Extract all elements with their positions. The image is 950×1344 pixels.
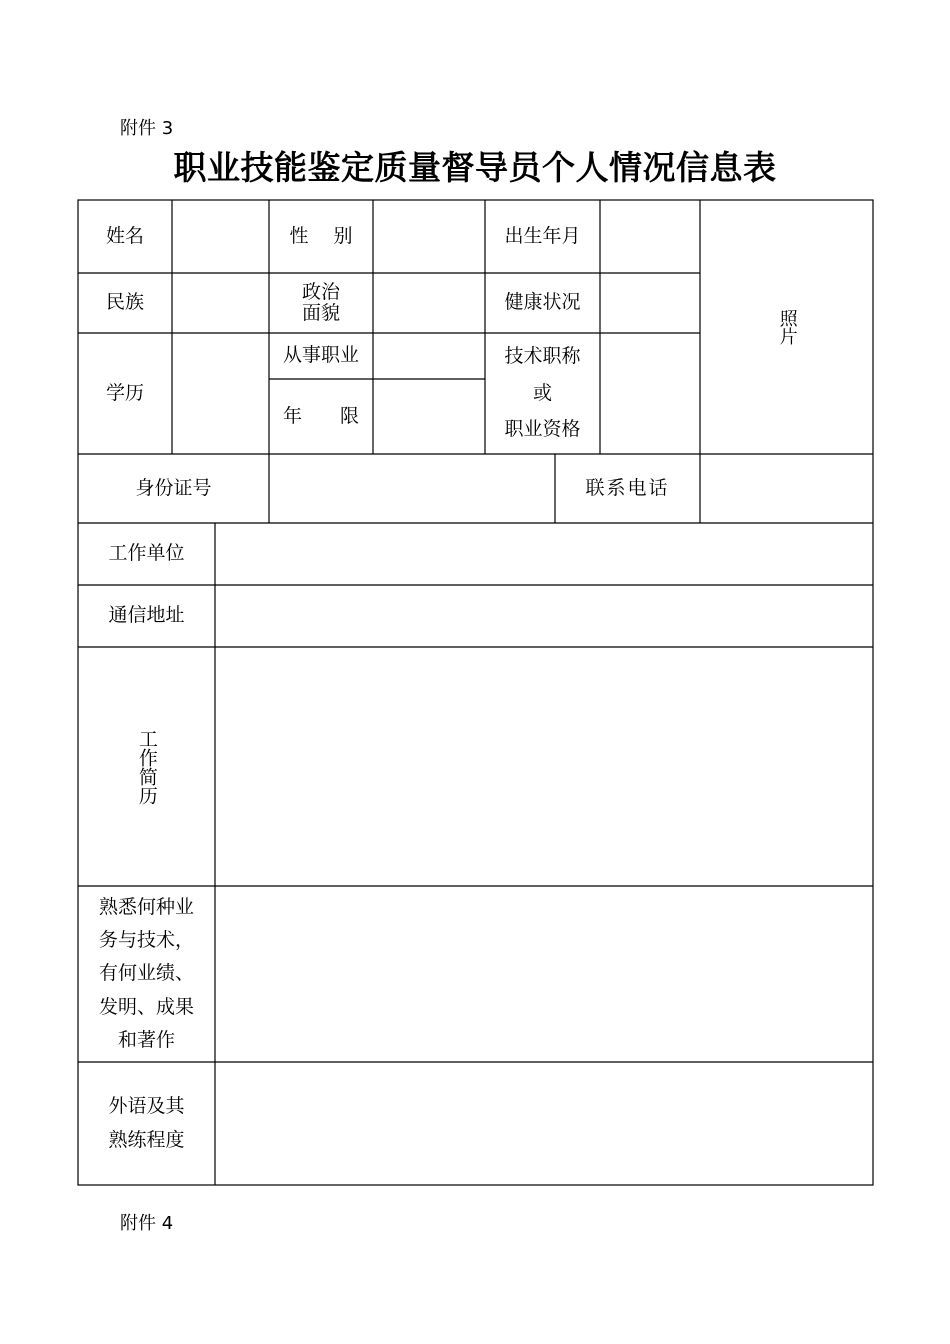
- label-political-line1: 政治: [301, 281, 340, 304]
- label-tech-title: [485, 333, 600, 454]
- address-field[interactable]: [215, 585, 873, 647]
- education-field[interactable]: [172, 333, 269, 454]
- label-education: 学历: [105, 381, 144, 404]
- years-field[interactable]: [373, 379, 485, 454]
- id-number-field[interactable]: [269, 454, 555, 523]
- label-ethnicity: 民族: [105, 291, 144, 314]
- label-tech-title-line1: 技术职称: [504, 345, 581, 368]
- foreign-language-field[interactable]: [215, 1062, 873, 1185]
- label-birth: 出生年月: [504, 224, 581, 247]
- occupation-field[interactable]: [373, 333, 485, 379]
- label-skills-line3: 有何业绩、: [98, 962, 194, 985]
- label-work-resume: 工作简历: [135, 728, 158, 805]
- ethnicity-field[interactable]: [172, 273, 269, 333]
- label-skills-line5: 和著作: [117, 1028, 175, 1051]
- label-political-status: [269, 273, 373, 333]
- label-tech-title-line3: 职业资格: [504, 417, 581, 440]
- phone-field[interactable]: [700, 454, 873, 523]
- page-title: 职业技能鉴定质量督导员个人情况信息表: [173, 148, 777, 187]
- skills-achievements-field[interactable]: [215, 886, 873, 1062]
- birth-field[interactable]: [600, 200, 700, 273]
- gender-field[interactable]: [373, 200, 485, 273]
- attachment-label-top: 附件 3: [120, 118, 174, 139]
- work-unit-field[interactable]: [215, 523, 873, 585]
- attachment-label-bottom: 附件 4: [120, 1213, 174, 1234]
- label-foreign-language: [78, 1062, 215, 1185]
- label-lang-line1: 外语及其: [108, 1095, 185, 1118]
- label-tech-title-line2: 或: [532, 381, 552, 404]
- work-resume-field[interactable]: [215, 647, 873, 886]
- label-health: 健康状况: [504, 291, 581, 314]
- label-work-unit: 工作单位: [108, 542, 185, 565]
- label-years: 年 限: [282, 404, 359, 427]
- political-status-field[interactable]: [373, 273, 485, 333]
- tech-title-field[interactable]: [600, 333, 700, 454]
- health-field[interactable]: [600, 273, 700, 333]
- photo-area[interactable]: 照片: [776, 309, 798, 345]
- label-name: 姓名: [105, 224, 144, 247]
- label-lang-line2: 熟练程度: [108, 1128, 185, 1151]
- label-political-line2: 面貌: [301, 302, 340, 324]
- label-id-number: 身份证号: [135, 476, 212, 499]
- label-skills-line2: 务与技术，: [98, 929, 194, 952]
- label-gender: 性 别: [289, 224, 353, 247]
- label-skills-achievements: [78, 886, 215, 1062]
- label-skills-line4: 发明、成果: [98, 995, 194, 1018]
- label-address: 通信地址: [108, 604, 185, 627]
- name-field[interactable]: [172, 200, 269, 273]
- label-phone: 联系电话: [585, 476, 670, 499]
- label-skills-line1: 熟悉何种业: [98, 895, 194, 918]
- label-occupation: 从事职业: [282, 344, 359, 367]
